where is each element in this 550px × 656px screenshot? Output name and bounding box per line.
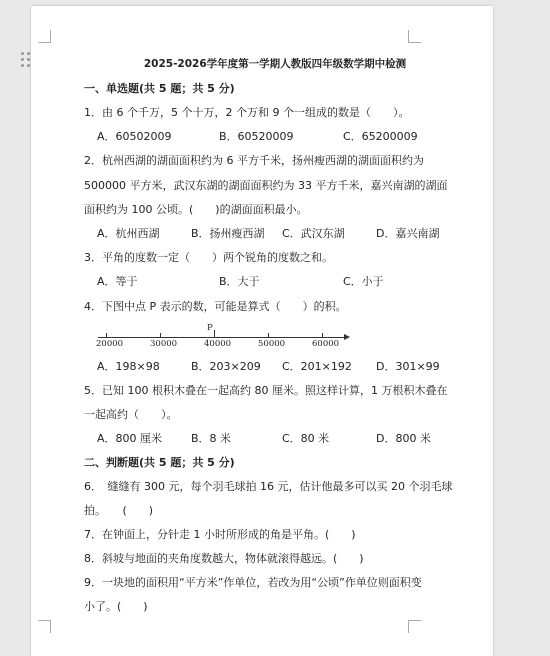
question-text: 面积约为 100 公顷。( )的湖面面积最小。 [84,203,308,216]
question-text: 3．平角的度数一定（ ）两个锐角的度数之和。 [84,251,333,264]
question-text: 4．下图中点 P 表示的数，可能是算式（ ）的积。 [84,300,347,313]
option-a: A．等于 [97,275,138,288]
question-text: 9．一块地的面积用“平方米”作单位，若改为用“公顷”作单位则面积变 [84,576,422,589]
question-text: 8．斜坡与地面的夹角度数越大，物体就滚得越远。( ) [84,552,364,565]
question-text: 一起高约（ ）。 [84,408,178,421]
point-p-marker [214,330,215,338]
number-line-tick-label: 50000 [258,339,286,349]
number-line-tick [268,333,269,338]
option-a: A．60502009 [97,130,172,143]
option-a: A．198×98 [97,360,160,373]
number-line-tick [322,333,323,338]
arrow-right-icon [344,334,350,340]
option-c: C．80 米 [282,432,330,445]
question-text: 2．杭州西湖的湖面面积约为 6 平方千米，扬州瘦西湖的湖面面积约为 [84,154,424,167]
section-heading: 一、单选题(共 5 题；共 5 分) [84,82,235,95]
option-b: B．203×209 [191,360,261,373]
option-b: B．60520009 [219,130,294,143]
section-heading: 二、判断题(共 5 题；共 5 分) [84,456,235,469]
option-b: B．大于 [219,275,260,288]
point-p-label: P [207,323,213,333]
number-line [96,322,356,352]
option-c: C．武汉东湖 [282,227,345,240]
question-text: 1．由 6 个千万，5 个十万，2 个万和 9 个一组成的数是（ ）。 [84,106,410,119]
page-corner-mark [408,620,421,633]
option-b: B．8 米 [191,432,232,445]
page-corner-mark [408,30,421,43]
number-line-tick-label: 20000 [96,339,124,349]
question-text: 7．在钟面上，分针走 1 小时所形成的角是平角。( ) [84,528,356,541]
option-a: A．杭州西湖 [97,227,160,240]
option-c: C．65200009 [343,130,418,143]
option-c: C．201×192 [282,360,352,373]
question-text: 6． 缝缝有 300 元，每个羽毛球拍 16 元，估计他最多可以买 20 个羽毛球 [84,480,453,493]
number-line-axis [98,337,346,338]
option-b: B．扬州瘦西湖 [191,227,265,240]
option-d: D．800 米 [376,432,431,445]
option-a: A．800 厘米 [97,432,163,445]
page-corner-mark [38,30,51,43]
number-line-tick [106,333,107,338]
question-text: 小了。( ) [84,600,148,613]
question-text: 500000 平方米，武汉东湖的湖面面积约为 33 平方千米，嘉兴南湖的湖面 [84,179,448,192]
number-line-tick-label: 60000 [312,339,340,349]
document-title: 2025-2026学年度第一学期人教版四年级数学期中检测 [143,58,407,70]
option-d: D．301×99 [376,360,440,373]
number-line-tick-label: 40000 [204,339,232,349]
option-d: D．嘉兴南湖 [376,227,440,240]
page-corner-mark [38,620,51,633]
number-line-tick [160,333,161,338]
question-text: 5．已知 100 根积木叠在一起高约 80 厘米。照这样计算，1 万根积木叠在 [84,384,448,397]
number-line-tick-label: 30000 [150,339,178,349]
question-text: 拍。 ( ) [84,504,154,517]
option-c: C．小于 [343,275,384,288]
